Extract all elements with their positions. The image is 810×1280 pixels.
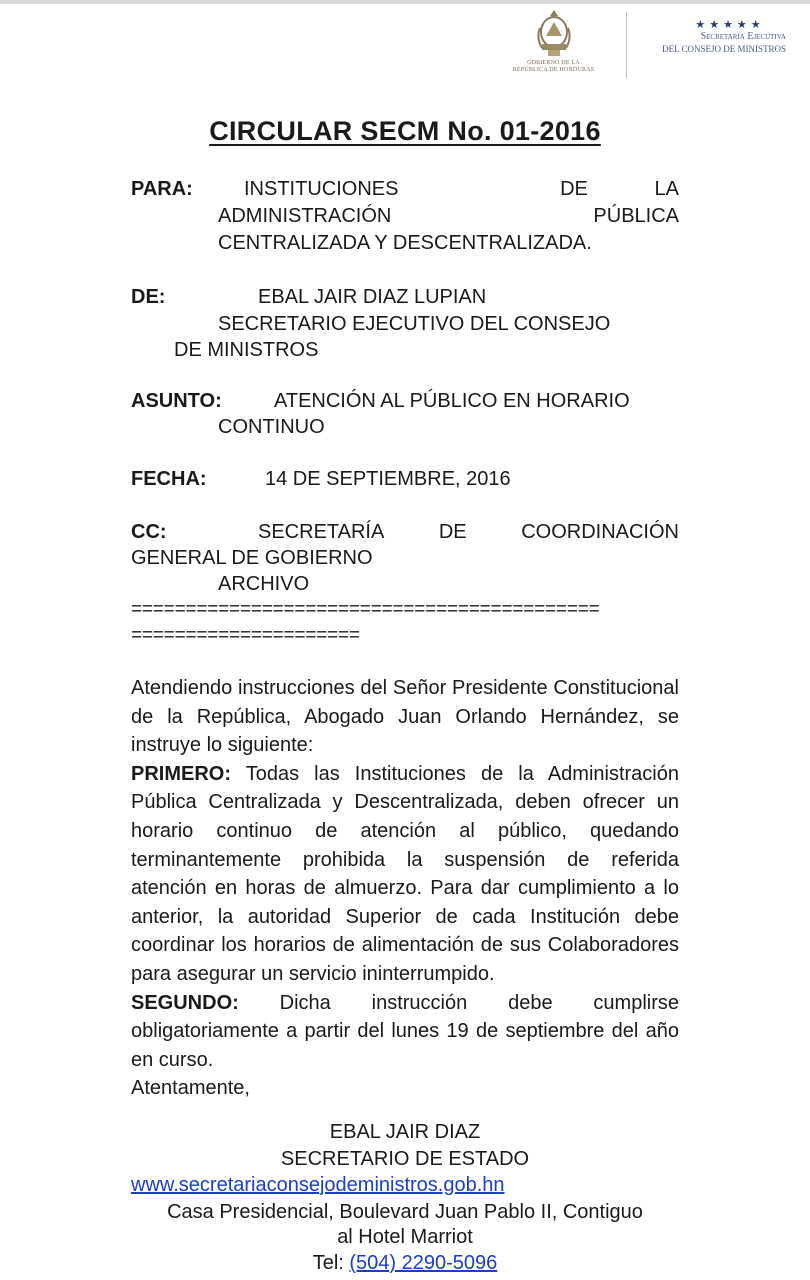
primero-label: PRIMERO: — [131, 762, 231, 785]
para-line3: CENTRALIZADA Y DESCENTRALIZADA. — [218, 232, 592, 254]
primero-paragraph — [131, 760, 679, 989]
para-label: PARA: — [131, 178, 193, 200]
address-line2: al Hotel Marriot — [337, 1226, 473, 1248]
secm-name-line2: DEL CONSEJO DE MINISTROS — [662, 44, 786, 54]
address-line1: Casa Presidencial, Boulevard Juan Pablo II, Contiguo — [167, 1201, 643, 1223]
website-link-text[interactable]: www.secretariaconsejodeministros.gob.hn — [131, 1174, 505, 1196]
fecha-value: 14 DE SEPTIEMBRE, 2016 — [265, 468, 511, 490]
de-name: EBAL JAIR DIAZ LUPIAN — [258, 286, 487, 308]
asunto-label: ASUNTO: — [131, 390, 222, 412]
fecha-label: FECHA: — [131, 468, 207, 490]
cc-line1 — [258, 519, 679, 546]
primero-text: Todas las Instituciones de la Administración Pública Centralizada y Descentralizada, deben ofrecer un horario continuo de atención al público, quedando terminantemente prohibida la suspensión de referida atención en horas de almuerzo. Para dar cumplimiento a lo anterior, la autoridad Superior de cada Institución debe coordinar los horarios de alimentación de sus Colaboradores para asegurar un servicio ininterrumpido. — [131, 762, 679, 985]
signature-title: SECRETARIO DE ESTADO — [280, 1148, 530, 1170]
gov-caption-line1: GOBIERNO DE LA — [527, 60, 580, 66]
para-line1 — [244, 176, 679, 203]
cc-label: CC: — [131, 521, 167, 543]
title-text: CIRCULAR SECM No. 01-2016 — [209, 116, 601, 146]
asunto-line2: CONTINUO — [218, 416, 325, 438]
cc-line2: GENERAL DE GOBIERNO — [131, 547, 373, 569]
stars-icon: ★★★★★ — [695, 19, 765, 31]
de-position-line2: DE MINISTROS — [174, 339, 319, 361]
cc-line3: ARCHIVO — [218, 573, 310, 595]
segundo-text: Dicha instrucción debe cumplirse obligatoriamente a partir del lunes 19 de septiembre del año en curso. — [131, 991, 679, 1071]
separator-line1: =========================================== — [131, 599, 600, 620]
cc-word: DE — [438, 521, 467, 543]
telephone — [0, 1252, 810, 1275]
para-word: PÚBLICA — [593, 205, 679, 227]
gov-caption-line2: REPÚBLICA DE HONDURAS — [512, 67, 595, 73]
asunto-line1: ATENCIÓN AL PÚBLICO EN HORARIO — [274, 390, 630, 412]
closing: Atentamente, — [131, 1077, 250, 1100]
para-word: INSTITUCIONES — [244, 178, 399, 200]
para-word: ADMINISTRACIÓN — [218, 205, 392, 227]
cc-word: COORDINACIÓN — [521, 521, 679, 543]
para-word: DE — [560, 178, 588, 200]
de-position-line1: SECRETARIO EJECUTIVO DEL CONSEJO — [218, 313, 611, 335]
separator-line2: ===================== — [131, 625, 360, 646]
signature-name: EBAL JAIR DIAZ — [329, 1121, 481, 1143]
circular-body — [131, 674, 679, 1103]
secm-name-line1: Secretaría Ejecutiva — [700, 31, 786, 42]
segundo-paragraph — [131, 989, 679, 1075]
intro-paragraph: Atendiendo instrucciones del Señor Presidente Constitucional de la República, Abogado Juan Orlando Hernández, se instruye lo siguiente: — [131, 677, 679, 757]
cc-word: SECRETARÍA — [258, 521, 385, 543]
segundo-label: SEGUNDO: — [131, 991, 239, 1014]
tel-label: Tel: — [312, 1252, 350, 1274]
de-label: DE: — [131, 286, 166, 308]
para-word: LA — [654, 178, 679, 200]
website-link[interactable] — [131, 1174, 505, 1197]
tel-number-link[interactable]: (504) 2290-5096 — [349, 1252, 498, 1274]
para-line2 — [218, 203, 679, 230]
